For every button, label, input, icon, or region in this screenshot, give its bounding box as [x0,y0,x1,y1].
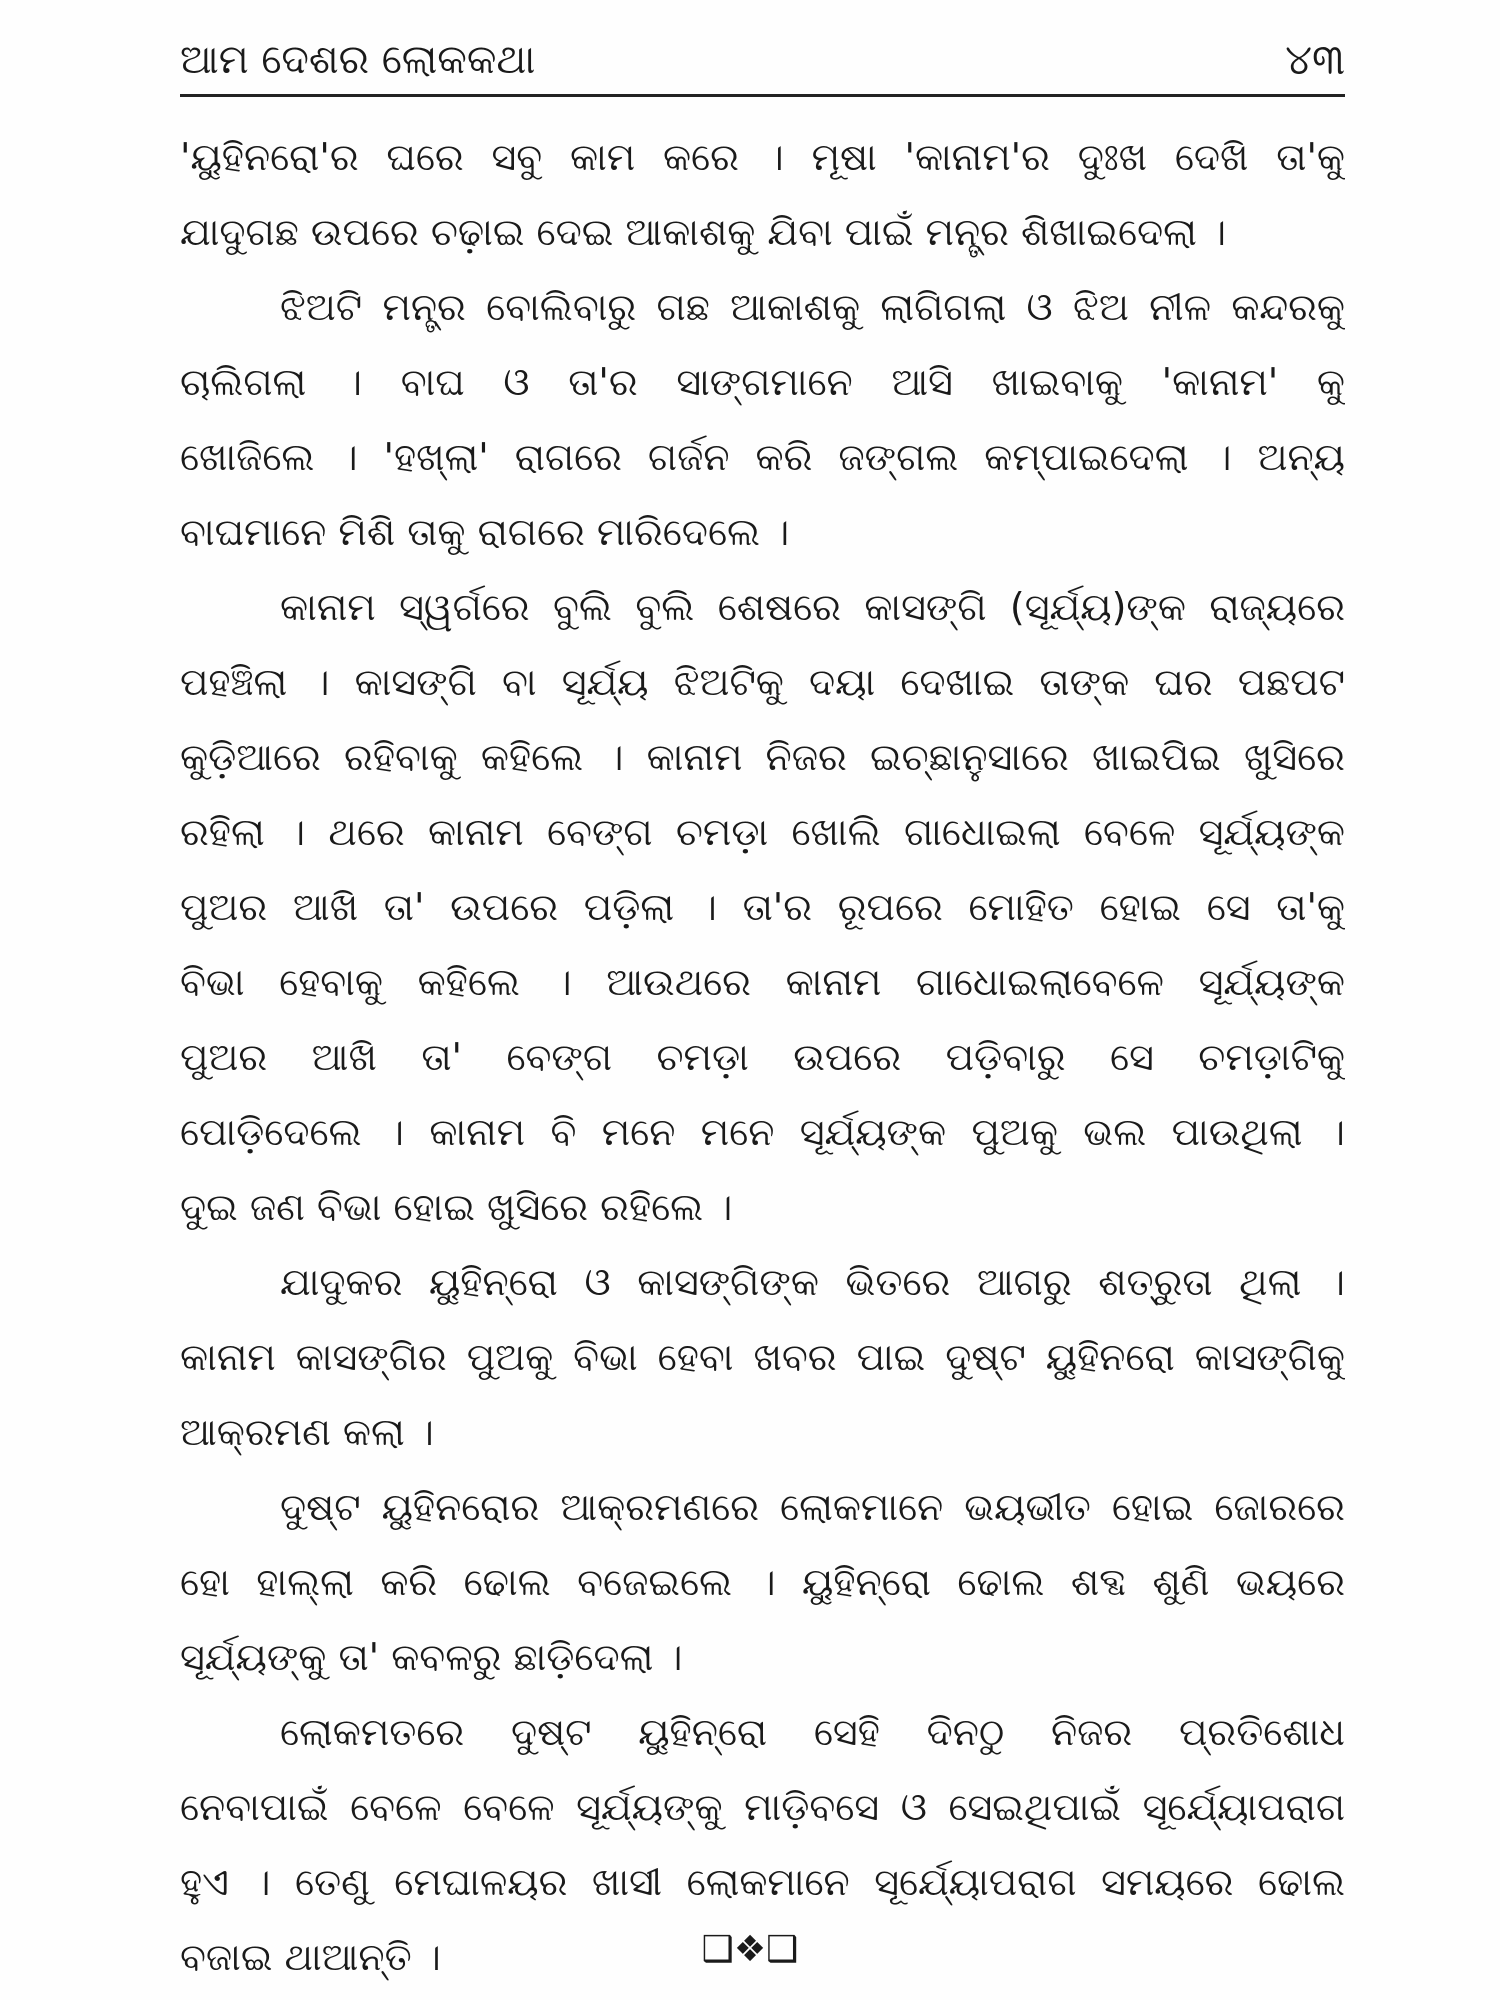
text-line: ପୁଅର ଆଖି ତା' ବେଙ୍ଗ ଚମଡ଼ା ଉପରେ ପଡ଼ିବାରୁ ସେ ଚମଡ଼ାଟିକୁ [180,1035,1345,1079]
text-line: ଲୋକମତରେ ଦୁଷ୍ଟ ୟୁହିନ୍‌ରୋ ସେହି ଦିନଠୁ ନିଜର ପ୍ରତିଶୋଧ [280,1710,1345,1754]
text-line: ରହିଲା । ଥରେ କାନାମ ବେଙ୍ଗ ଚମଡ଼ା ଖୋଲି ଗାଧୋଇଲା ବେଳେ ସୂର୍ଯ୍ୟଙ୍କ [180,810,1345,854]
end-ornament: ❑❖❑ [701,1929,799,1970]
text-line: କାନାମ କାସଙ୍ଗିର ପୁଅକୁ ବିଭା ହେବା ଖବର ପାଇ ଦୁଷ୍ଟ ୟୁହିନରୋ କାସଙ୍ଗିକୁ [180,1335,1345,1379]
text-line: ବିଭା ହେବାକୁ କହିଲେ । ଆଉଥରେ କାନାମ ଗାଧୋଇଲାବେଳେ ସୂର୍ଯ୍ୟଙ୍କ [180,960,1345,1004]
text-line: ଚାଲିଗଲା । ବାଘ ଓ ତା'ର ସାଙ୍ଗମାନେ ଆସି ଖାଇବାକୁ 'କାନାମ' କୁ [180,360,1345,404]
header-rule [180,94,1345,97]
text-line: ପହଞ୍ଚିଲା । କାସଙ୍ଗି ବା ସୂର୍ଯ୍ୟ ଝିଅଟିକୁ ଦୟା ଦେଖାଇ ତାଙ୍କ ଘର ପଛପଟ [180,660,1345,704]
text-line: ବଜାଇ ଥାଆନ୍ତି । [180,1935,441,1979]
page-header [180,30,1345,90]
page-number: ୪୩ [1285,35,1345,84]
running-title: ଆମ ଦେଶର ଲୋକକଥା [180,37,536,83]
text-line: ବାଘମାନେ ମିଶି ତାକୁ ରାଗରେ ମାରିଦେଲେ । [180,510,790,554]
text-line: ପୋଡ଼ିଦେଲେ । କାନାମ ବି ମନେ ମନେ ସୂର୍ଯ୍ୟଙ୍କ ପୁଅକୁ ଭଲ ପାଉଥିଲା । [180,1110,1345,1154]
text-line: କୁଡ଼ିଆରେ ରହିବାକୁ କହିଲେ । କାନାମ ନିଜର ଇଚ୍ଛାନୁସାରେ ଖାଇପିଇ ଖୁସିରେ [180,735,1345,779]
text-line: ଯାଦୁକର ୟୁହିନ୍‌ରୋ ଓ କାସଙ୍ଗିଙ୍କ ଭିତରେ ଆଗରୁ ଶତ୍ରୁତା ଥିଲା । [280,1260,1345,1304]
text-line: କାନାମ ସ୍ୱର୍ଗରେ ବୁଲି ବୁଲି ଶେଷରେ କାସଙ୍ଗି (ସୂର୍ଯ୍ୟ)ଙ୍କ ରାଜ୍ୟରେ [280,585,1345,629]
text-line: ଆକ୍ରମଣ କଲା । [180,1410,434,1454]
text-line: ସୂର୍ଯ୍ୟଙ୍କୁ ତା' କବଳରୁ ଛାଡ଼ିଦେଲା । [180,1635,683,1679]
text-line: ପୁଅର ଆଖି ତା' ଉପରେ ପଡ଼ିଲା । ତା'ର ରୂପରେ ମୋହିତ ହୋଇ ସେ ତା'କୁ [180,885,1345,929]
text-line: ନେବାପାଇଁ ବେଳେ ବେଳେ ସୂର୍ଯ୍ୟଙ୍କୁ ମାଡ଼ିବସେ ଓ ସେଇଥିପାଇଁ ସୂର୍ଯ୍ୟୋପରାଗ [180,1785,1345,1829]
text-line: ଦୁଷ୍ଟ ୟୁହିନରୋର ଆକ୍ରମଣରେ ଲୋକମାନେ ଭୟଭୀତ ହୋଇ ଜୋରରେ [280,1485,1345,1529]
text-line: ହୋ ହାଲ୍ଲା କରି ଢୋଲ ବଜେଇଲେ । ୟୁହିନ୍‌ରୋ ଢୋଲ ଶବ୍ଦ ଶୁଣି ଭୟରେ [180,1560,1345,1604]
text-line: ଦୁଇ ଜଣ ବିଭା ହୋଇ ଖୁସିରେ ରହିଲେ । [180,1185,733,1229]
text-line: ଖୋଜିଲେ । 'ହଖ୍ଲା' ରାଗରେ ଗର୍ଜନ କରି ଜଙ୍ଗଲ କମ୍ପାଇଦେଲା । ଅନ୍ୟ [180,435,1345,479]
story-text [180,120,1345,1979]
text-line: ଯାଦୁଗଛ ଉପରେ ଚଢ଼ାଇ ଦେଇ ଆକାଶକୁ ଯିବା ପାଇଁ ମନ୍ତ୍ର ଶିଖାଇଦେଲା । [180,210,1227,254]
text-line: ଝିଅଟି ମନ୍ତ୍ର ବୋଲିବାରୁ ଗଛ ଆକାଶକୁ ଲାଗିଗଲା ଓ ଝିଅ ନୀଳ କନ୍ଦରକୁ [280,285,1345,329]
text-line: ହୁଏ । ତେଣୁ ମେଘାଳୟର ଖାସୀ ଲୋକମାନେ ସୂର୍ଯ୍ୟୋପରାଗ ସମୟରେ ଢୋଲ [180,1860,1345,1904]
text-line: 'ୟୁହିନରୋ'ର ଘରେ ସବୁ କାମ କରେ । ମୂଷା 'କାନାମ'ର ଦୁଃଖ ଦେଖି ତା'କୁ [180,135,1345,179]
